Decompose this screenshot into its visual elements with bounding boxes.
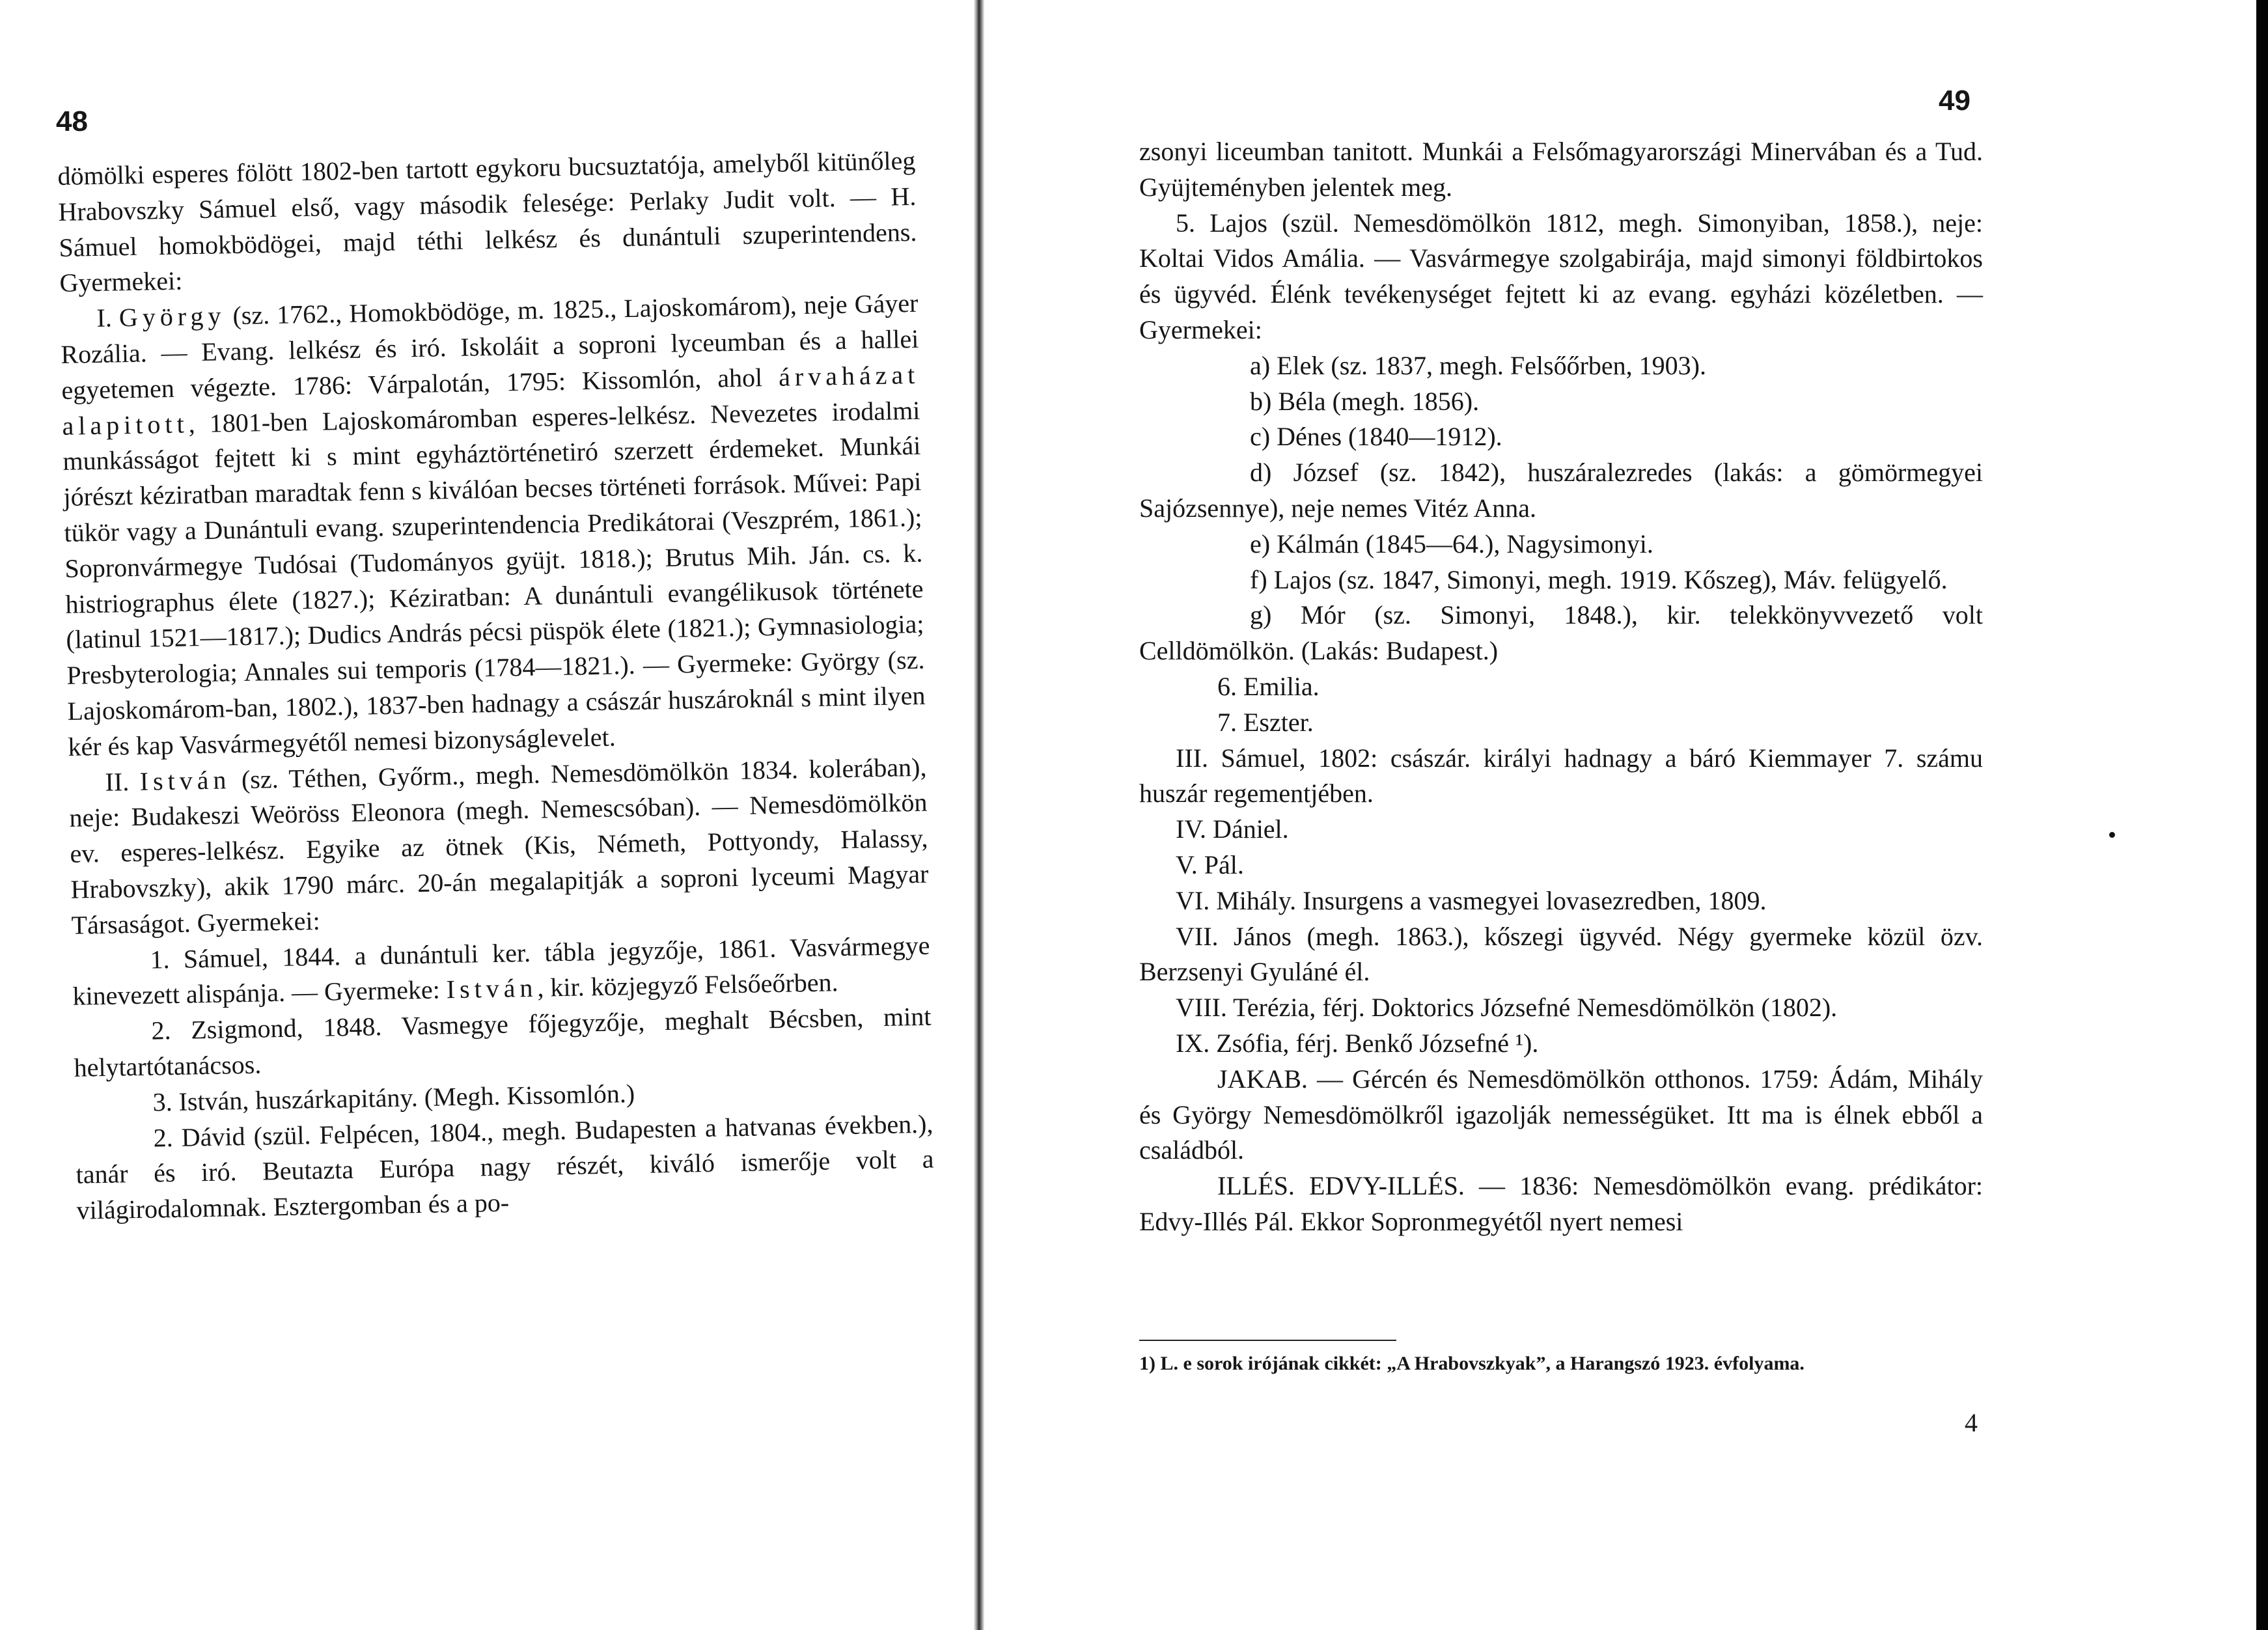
- paragraph: [1139, 527, 1983, 562]
- text-run: V. Pál.: [1176, 850, 1244, 879]
- text-run: d) József (sz. 1842), huszáralezredes (lakás: a gömörmegyei Sajózsennye), neje nemes Vitéz Anna.: [1139, 458, 1983, 523]
- paragraph: [1139, 384, 1983, 420]
- spaced-emphasis: István: [139, 764, 231, 796]
- left-page: [0, 0, 974, 1630]
- text-run: , kir. közjegyző Felsőeőrben.: [537, 967, 838, 1003]
- spaced-emphasis: István: [446, 973, 538, 1004]
- signature-mark: 4: [1965, 1408, 1978, 1437]
- paragraph: [68, 749, 930, 943]
- text-run: VII. János (megh. 1863.), kőszegi ügyvéd. Négy gyermeke közül özv. Berzsenyi Gyuláné él.: [1139, 921, 1983, 987]
- footnote-text: 1) L. e sorok irójának cikkét: „A Hrabovszkyak”, a Harangszó 1923. évfolyama.: [1139, 1353, 1805, 1374]
- paragraph: [1139, 348, 1983, 384]
- text-run: c) Dénes (1840—1912).: [1250, 422, 1502, 452]
- paragraph: [1139, 134, 1983, 206]
- text-run: VIII. Terézia, férj. Doktorics Józsefné Nemesdömölkön (1802).: [1176, 993, 1838, 1023]
- text-run: VI. Mihály. Insurgens a vasmegyei lovasezredben, 1809.: [1176, 885, 1767, 915]
- text-run: f) Lajos (sz. 1847, Simonyi, megh. 1919. Kőszeg), Máv. felügyelő.: [1250, 564, 1948, 594]
- text-run: (sz. Téthen, Győrm., megh. Nemesdömölkön 1834. kolerában), neje: Budakeszi Weöröss Eleonora (megh. Nemescsóban). — Nemesdömölkön ev. esperes-lelkész. Egyike az ötnek (Kis, Németh, Pottyondy, Halassy, Hrabovszky), akik 1790 márc. 20-án megalapitják a soproni lyceumi Magyar Társaságot. Gyermekei:: [69, 752, 929, 940]
- paragraph: [1139, 705, 1983, 741]
- paragraph: [1139, 669, 1983, 705]
- scan-edge: [2256, 0, 2268, 1630]
- footnote: [1139, 1349, 1983, 1379]
- spaced-emphasis: árvaházat alapitott: [62, 359, 920, 441]
- paragraph: [1139, 598, 1983, 669]
- text-run: 1. Sámuel, 1844. a dunántuli ker. tábla jegyzője, 1861. Vasvármegye kinevezett alispánja. — Gyermeke:: [72, 930, 930, 1012]
- text-run: II.: [105, 766, 141, 797]
- text-run: 7. Eszter.: [1217, 707, 1314, 737]
- text-run: 5. Lajos (szül. Nemesdömölkön 1812, megh. Simonyiban, 1858.), neje: Koltai Vidos Amália. — Vasvármegye szolgabirája, majd simonyi földbirtokos és ügyvéd. Élénk tevékenységet fejtett ki az evang. egyházi közéletben. — Gyermekei:: [1139, 208, 1983, 344]
- text-run: 2. Zsigmond, 1848. Vasmegye főjegyzője, meghalt Bécsben, mint helytartótanácsos.: [74, 1001, 932, 1083]
- page-number-left: 48: [56, 105, 88, 137]
- text-run: (sz. 1762., Homokbödöge, m. 1825., Lajoskomárom), neje Gáyer Rozália. — Evang. lelkész és iró. Iskoláit a soproni lyceumban és a hallei egyetemen végezte. 1786: Várpalotán, 1795: Kissomlón, ahol: [61, 288, 919, 405]
- scan-speck: [2109, 832, 2115, 838]
- text-run: 3. István, huszárkapitány. (Megh. Kissomlón.): [152, 1078, 635, 1117]
- right-page: [984, 0, 2256, 1630]
- paragraph: [1139, 741, 1983, 812]
- text-run: IV. Dániel.: [1176, 814, 1289, 844]
- spaced-emphasis: György: [118, 301, 226, 333]
- text-run: e) Kálmán (1845—64.), Nagysimonyi.: [1250, 529, 1653, 559]
- paragraph: [1139, 990, 1983, 1026]
- text-run: 2. Dávid (szül. Felpécen, 1804., megh. Budapesten a hatvanas években.), tanár és iró. Beutazta Európa nagy részét, kiváló ismerője volt a világirodalomnak. Esztergomban és a po-: [76, 1109, 934, 1225]
- paragraph: [1139, 848, 1983, 883]
- footnote-rule: [1139, 1340, 1396, 1341]
- text-run: , 1801-ben Lajoskomáromban esperes-lelkész. Nevezetes irodalmi munkásságot fejtett ki s mint egyháztörténetiró szerzett érdemeket. Munkái jórészt kéziratban maradtak fenn s kiválóan becses történeti források. Művei: Papi tükör vagy a Dunántuli evang. szuperintendencia Predikátorai (Veszprém, 1861.); Sopronvármegye Tudósai (Tudományos gyüjt. 1818.); Brutus Mih. Ján. cs. k. histriographus élete (1827.); Kéziratban: A dunántuli evangélikusok története (latinul 1521—1817.); Dudics András pécsi püspök élete (1821.); Gymnasiologia; Presbyterologia; Annales sui temporis (1784—1821.). — Gyermeke: György (sz. Lajoskomárom-ban, 1802.), 1837-ben hadnagy a császár huszároknál s mint ilyen kér és kap Vasvármegyétől nemesi bizonyságlevelet.: [62, 395, 926, 762]
- text-run: 6. Emilia.: [1217, 671, 1320, 701]
- book-gutter: [974, 0, 984, 1630]
- paragraph: [1139, 812, 1983, 848]
- paragraph: [60, 286, 926, 765]
- text-run: dömölki esperes fölött 1802-ben tartott egykoru bucsuztatója, amelyből kitünőleg Hrabovszky Sámuel első, vagy második felesége: Perlaky Judit volt. — H. Sámuel homokbödögei, majd téthi lelkész és dunántuli szuperintendens. Gyermekei:: [57, 145, 917, 298]
- paragraph: [1139, 562, 1983, 598]
- text-run: a) Elek (sz. 1837, megh. Felsőőrben, 1903).: [1250, 350, 1706, 380]
- left-page-body: [57, 143, 935, 1229]
- text-run: b) Béla (megh. 1856).: [1250, 386, 1480, 416]
- paragraph: [1139, 455, 1983, 527]
- right-page-body: [1139, 134, 1983, 1240]
- paragraph: [75, 1106, 935, 1229]
- paragraph: [1139, 1062, 1983, 1168]
- paragraph: [1139, 1168, 1983, 1240]
- text-run: IX. Zsófia, férj. Benkő Józsefné ¹).: [1176, 1028, 1539, 1058]
- paragraph: [1139, 919, 1983, 991]
- text-run: g) Mór (sz. Simonyi, 1848.), kir. telekkönyvvezető volt Celldömölkön. (Lakás: Budapest.): [1139, 600, 1983, 666]
- paragraph: [1139, 1026, 1983, 1062]
- text-run: III. Sámuel, 1802: császár. királyi hadnagy a báró Kiemmayer 7. számu huszár regementjében.: [1139, 743, 1983, 808]
- paragraph: [1139, 419, 1983, 455]
- text-run: zsonyi liceumban tanitott. Munkái a Felsőmagyarországi Minervában és a Tud. Gyüjteményben jelentek meg.: [1139, 137, 1983, 202]
- text-run: JAKAB. — Gércén és Nemesdömölkön otthonos. 1759: Ádám, Mihály és György Nemesdömölkről igazolják nemességüket. Itt ma is élnek ebből a családból.: [1139, 1064, 1983, 1165]
- paragraph: [1139, 883, 1983, 919]
- page-number-right: 49: [1939, 85, 1971, 117]
- text-run: ILLÉS. EDVY-ILLÉS. — 1836: Nemesdömölkön evang. prédikátor: Edvy-Illés Pál. Ekkor Sopronmegyétől nyert nemesi: [1139, 1171, 1983, 1236]
- text-run: I.: [96, 303, 120, 333]
- paragraph: [1139, 206, 1983, 348]
- paragraph: [57, 143, 918, 301]
